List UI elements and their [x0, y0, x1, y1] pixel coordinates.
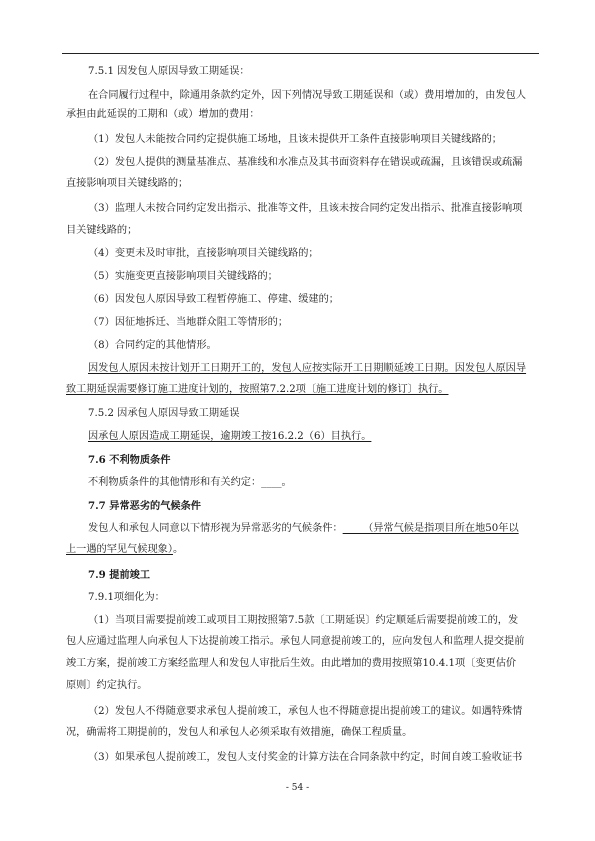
paragraph: 况，确需将工期提前的，发包人和承包人必须采取有效措施，确保工程质量。	[66, 727, 413, 738]
heading-7-5-2: 7.5.2 因承包人原因导致工期延误	[88, 408, 240, 419]
paragraph	[66, 543, 183, 557]
heading-7-6: 7.6 不利物质条件	[88, 454, 171, 466]
paragraph-text: 发包人和承包人同意以下情形视为异常恶劣的气候条件：	[88, 523, 343, 534]
heading-7-7: 7.7 异常恶劣的气候条件	[88, 500, 201, 512]
paragraph: 包人应通过监理人向承包人下达提前竣工指示。承包人同意提前竣工的，应向发包人和监理人提交提前	[66, 636, 525, 647]
note-text: 致工期延误需要修订施工进度计划的，按照第7.2.2项〔施工进度计划的修订〕执行。	[66, 384, 449, 395]
paragraph: 承担由此延误的工期和（或）增加的费用：	[66, 109, 260, 120]
fill-in-text: ____（异常气候是指项目所在地50年以	[342, 523, 519, 534]
list-item: （8）合同约定的其他情形。	[88, 340, 217, 351]
list-item: （2）发包人提供的测量基准点、基准线和水准点及其书面资料存在错误或疏漏，且该错误或疏漏	[88, 157, 523, 168]
list-item: 直接影响项目关键线路的；	[66, 178, 189, 189]
paragraph: 在合同履行过程中，除通用条款约定外，因下列情况导致工期延误和（或）费用增加的，由发包人	[88, 90, 527, 101]
list-item: （5）实施变更直接影响项目关键线路的；	[88, 271, 278, 282]
note-text: 因发包人原因未按计划开工日期开工的，发包人应按实际开工日期顺延竣工日期。因发包人原因导	[88, 363, 527, 374]
list-item: 目关键线路的；	[66, 225, 138, 236]
list-item: （4）变更未及时审批，直接影响项目关键线路的；	[88, 248, 319, 259]
heading-7-9: 7.9 提前竣工	[88, 569, 151, 581]
paragraph: （2）发包人不得随意要求承包人提前竣工，承包人也不得随意提出提前竣工的建议。如遇特殊情	[88, 706, 523, 717]
list-item: （1）发包人未能按合同约定提供施工场地，且该未提供开工条件直接影响项目关键线路的；	[88, 134, 502, 145]
list-item: （6）因发包人原因导致工程暂停施工、停建、缓建的；	[88, 294, 339, 305]
fill-in-text: 上一遇的罕见气候现象）	[66, 544, 173, 555]
paragraph: 原则〕约定执行。	[66, 680, 148, 691]
paragraph: 因承包人原因造成工期延误，逾期竣工按16.2.2（6）目执行。	[88, 431, 372, 442]
paragraph-text: 。	[172, 544, 184, 555]
paragraph: （1）当项目需要提前竣工或项目工期按照第7.5款〔工期延误〕约定顺延后需要提前竣工的，发	[88, 615, 519, 626]
list-item: （7）因征地拆迁、当地群众阻工等情形的；	[88, 317, 289, 328]
paragraph: 不利物质条件的其他情形和有关约定：____。	[88, 477, 292, 488]
page-number: - 54 -	[285, 783, 310, 793]
paragraph: 竣工方案，提前竣工方案经监理人和发包人审批后生效。由此增加的费用按照第10.4.1项〔变更估价	[66, 658, 517, 669]
subheading-7-9-1: 7.9.1项细化为：	[88, 592, 165, 603]
paragraph	[88, 522, 519, 536]
heading-7-5-1: 7.5.1 因发包人原因导致工期延误：	[88, 66, 250, 77]
paragraph: （3）如果承包人提前竣工，发包人支付奖金的计算方法在合同条款中约定，时间自竣工验收证书	[88, 752, 523, 763]
header-rule	[62, 53, 539, 54]
list-item: （3）监理人未按合同约定发出指示、批准等文件，且该未按合同约定发出指示、批准直接影响项	[88, 203, 523, 214]
